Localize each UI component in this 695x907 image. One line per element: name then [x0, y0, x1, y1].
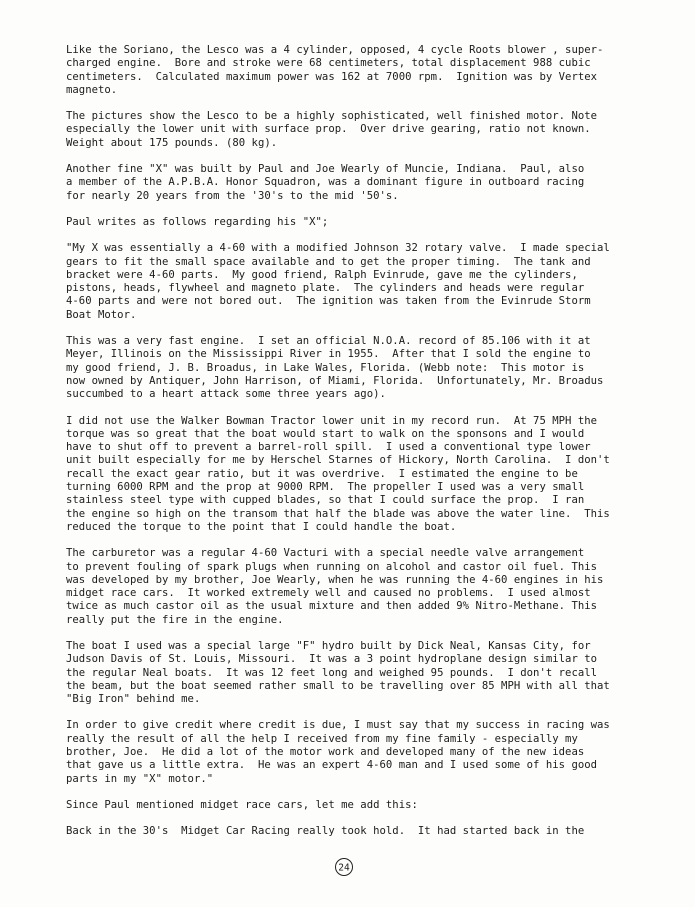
text-line: reduced the torque to the point that I could handle the boat.: [66, 520, 457, 533]
text-line: Judson Davis of St. Louis, Missouri. It was a 3 point hydroplane design similar to: [66, 653, 598, 666]
text-line: the beam, but the boat seemed rather small to be travelling over 85 MPH with all that: [66, 679, 610, 692]
paragraph: [66, 242, 646, 322]
text-line: charged engine. Bore and stroke were 68 centimeters, total displacement 988 cubic: [66, 57, 591, 70]
text-line: Another fine "X" was built by Paul and Joe Wearly of Muncie, Indiana. Paul, also: [66, 163, 585, 176]
paragraph: [66, 547, 646, 627]
text-line: turning 6000 RPM and the prop at 9000 RPM. The propeller I used was a very small: [66, 481, 585, 494]
text-line: my good friend, J. B. Broadus, in Lake Wales, Florida. (Webb note: This motor is: [66, 361, 585, 374]
text-line: Paul writes as follows regarding his "X";: [66, 215, 329, 228]
text-line: that gave us a little extra. He was an expert 4-60 man and I used some of his good: [66, 759, 598, 772]
text-line: really the result of all the help I received from my fine family - especially my: [66, 732, 578, 745]
text-line: magneto.: [66, 83, 118, 96]
text-line: midget race cars. It worked extremely well and caused no problems. I used almost: [66, 587, 591, 600]
paragraph: [66, 825, 646, 838]
text-line: centimeters. Calculated maximum power was 162 at 7000 rpm. Ignition was by Vertex: [66, 70, 598, 83]
text-line: the engine so high on the transom that half the blade was above the water line. This: [66, 507, 610, 520]
text-line: a member of the A.P.B.A. Honor Squadron, was a dominant figure in outboard racing: [66, 176, 585, 189]
text-line: "My X was essentially a 4-60 with a modified Johnson 32 rotary valve. I made special: [66, 242, 610, 255]
paragraph: [66, 719, 646, 785]
text-line: recall the exact gear ratio, but it was overdrive. I estimated the engine to be: [66, 467, 578, 480]
text-line: unit built especially for me by Herschel Starnes of Hickory, North Carolina. I don't: [66, 454, 610, 467]
paragraph: [66, 415, 646, 535]
text-line: parts in my "X" motor.": [66, 772, 214, 785]
text-line: bracket were 4-60 parts. My good friend, Ralph Evinrude, gave me the cylinders,: [66, 268, 578, 281]
text-line: The boat I used was a special large "F" hydro built by Dick Neal, Kansas City, for: [66, 639, 591, 652]
text-line: Since Paul mentioned midget race cars, let me add this:: [66, 798, 418, 811]
text-line: brother, Joe. He did a lot of the motor work and developed many of the new ideas: [66, 746, 585, 759]
text-line: Like the Soriano, the Lesco was a 4 cylinder, opposed, 4 cycle Roots blower , super-: [66, 44, 604, 56]
paragraph: [66, 163, 646, 203]
text-line: In order to give credit where credit is due, I must say that my success in racing was: [66, 719, 610, 732]
text-line: really put the fire in the engine.: [66, 613, 284, 626]
body-text: [66, 44, 646, 852]
text-line: 4-60 parts and were not bored out. The ignition was taken from the Evinrude Storm: [66, 295, 591, 308]
text-line: This was a very fast engine. I set an official N.O.A. record of 85.106 with it at: [66, 335, 591, 348]
text-line: was developed by my brother, Joe Wearly, when he was running the 4-60 engines in his: [66, 573, 604, 586]
text-line: The pictures show the Lesco to be a highly sophisticated, well finished motor. Note: [66, 110, 598, 123]
paragraph: [66, 335, 646, 401]
text-line: succumbed to a heart attack some three years ago).: [66, 388, 386, 401]
text-line: pistons, heads, flywheel and magneto plate. The cylinders and heads were regular: [66, 282, 585, 295]
text-line: stainless steel type with cupped blades, so that I could surface the prop. I ran: [66, 494, 585, 507]
text-line: to prevent fouling of spark plugs when running on alcohol and castor oil fuel. This: [66, 560, 598, 573]
text-line: Back in the 30's Midget Car Racing really took hold. It had started back in the: [66, 825, 585, 838]
paragraph: [66, 640, 646, 706]
text-line: Boat Motor.: [66, 308, 137, 321]
text-line: Weight about 175 pounds. (80 kg).: [66, 136, 278, 149]
text-line: The carburetor was a regular 4-60 Vacturi with a special needle valve arrangement: [66, 547, 585, 560]
paragraph: [66, 799, 646, 812]
text-line: gears to fit the small space available and to get the proper timing. The tank and: [66, 255, 591, 268]
text-line: Meyer, Illinois on the Mississippi River in 1955. After that I sold the engine to: [66, 348, 591, 361]
text-line: for nearly 20 years from the '30's to the mid '50's.: [66, 189, 399, 202]
paragraph: [66, 216, 646, 229]
text-line: I did not use the Walker Bowman Tractor lower unit in my record run. At 75 MPH the: [66, 414, 598, 427]
paragraph: [66, 44, 646, 97]
text-line: now owned by Antiquer, John Harrison, of Miami, Florida. Unfortunately, Mr. Broadus: [66, 374, 604, 387]
text-line: torque was so great that the boat would start to walk on the sponsons and I would: [66, 427, 585, 440]
text-line: "Big Iron" behind me.: [66, 693, 201, 706]
text-line: twice as much castor oil as the usual mixture and then added 9% Nitro-Methane. This: [66, 600, 598, 613]
paragraph: [66, 110, 646, 150]
text-line: especially the lower unit with surface prop. Over drive gearing, ratio not known.: [66, 123, 591, 136]
page-number-text: 24: [338, 862, 350, 874]
text-line: have to shut off to prevent a barrel-roll spill. I used a conventional type lower: [66, 441, 591, 454]
page-number-circle-icon: [334, 857, 354, 877]
page-number: [334, 857, 354, 877]
text-line: the regular Neal boats. It was 12 feet long and weighed 95 pounds. I don't recall: [66, 666, 598, 679]
